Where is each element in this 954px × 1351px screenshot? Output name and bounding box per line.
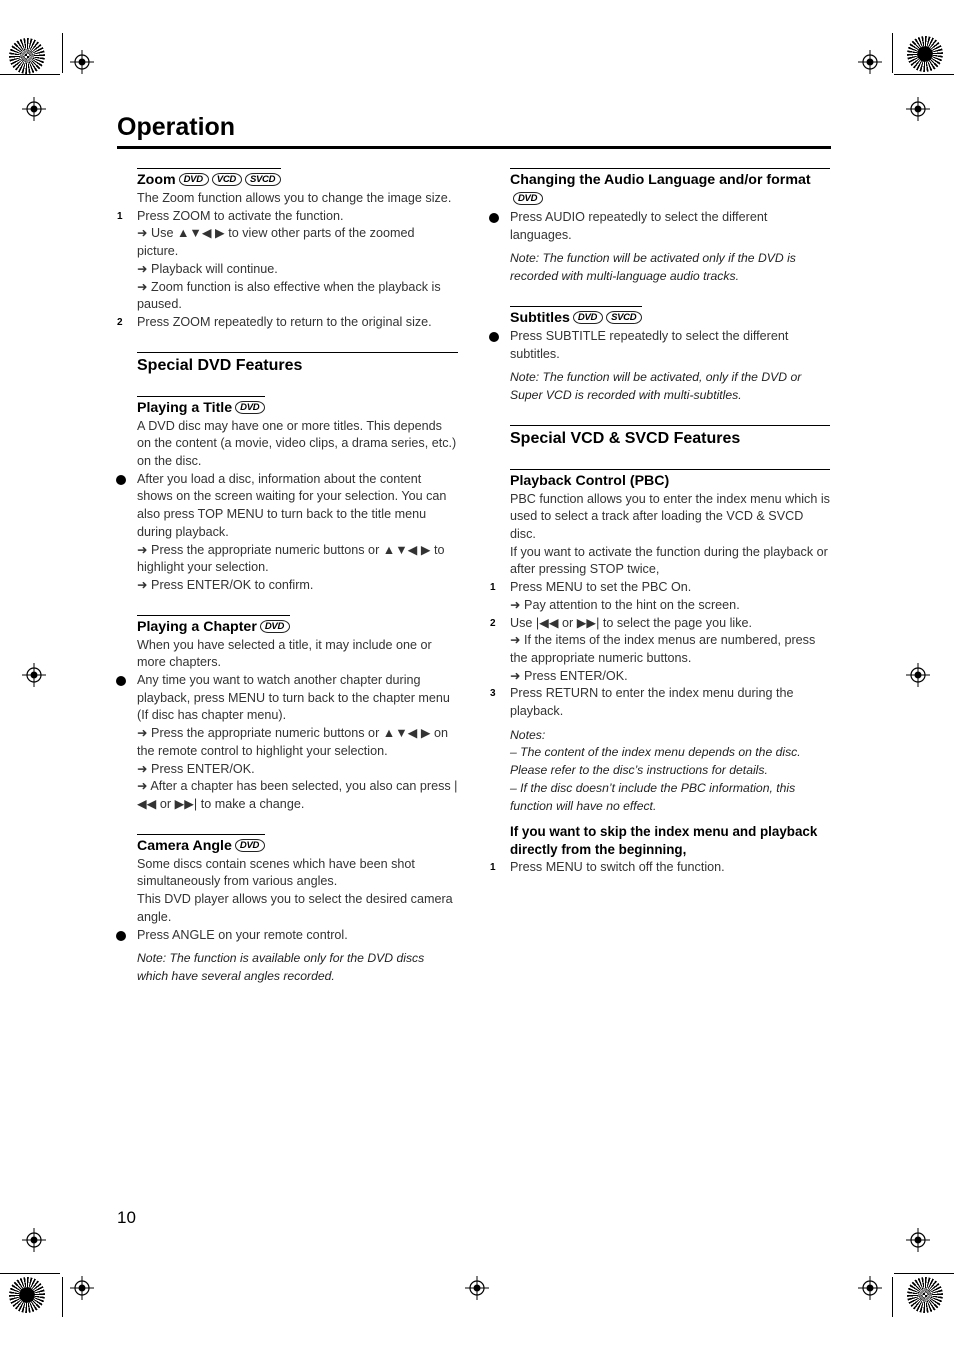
- camera-angle-note: Note: The function is available only for the DVD discs which have several angles recorded.: [137, 951, 425, 983]
- playing-title-heading: [137, 396, 265, 418]
- pbc-skip-heading: If you want to skip the index menu and playback directly from the beginning,: [510, 824, 818, 857]
- registration-mark-icon: [906, 663, 930, 687]
- playing-chapter-heading-text: Playing a Chapter: [137, 618, 257, 635]
- dvd-disc-badge: DVD: [260, 620, 290, 633]
- pbc-step-1-note: ➜ Pay attention to the hint on the screen.: [510, 597, 740, 612]
- step-number: 2: [490, 617, 496, 629]
- step-number: 1: [490, 582, 496, 594]
- subtitles-bullet: [510, 328, 830, 363]
- dvd-disc-badge: DVD: [573, 311, 603, 324]
- zoom-step-1-note-a: ➜ Use ▲▼◀ ▶ to view other parts of the zoomed picture.: [137, 226, 415, 259]
- registration-mark-icon: [70, 1276, 94, 1300]
- playing-chapter-note-a: ➜ Press the appropriate numeric buttons or ▲▼◀ ▶ on the remote control to highlight your selection.: [137, 726, 449, 758]
- page-title: Operation: [117, 113, 236, 141]
- pbc-step-2-note-b: ➜ Press ENTER/OK.: [510, 668, 628, 683]
- fan-mark-icon: [907, 1277, 943, 1313]
- dvd-disc-badge: DVD: [513, 192, 543, 205]
- pbc-step-2-text: Use |◀◀ or ▶▶| to select the page you like.: [510, 615, 752, 630]
- camera-angle-bullet: [137, 927, 458, 945]
- zoom-step-1-note-b: ➜ Playback will continue.: [137, 261, 278, 276]
- left-column: [117, 160, 458, 986]
- audio-bullet-text: Press AUDIO repeatedly to select the different languages.: [510, 210, 768, 242]
- playing-chapter-bullet: [137, 672, 458, 725]
- playing-title-bullet: [137, 471, 458, 542]
- vcd-disc-badge: VCD: [212, 173, 242, 186]
- registration-mark-icon: [465, 1276, 489, 1300]
- svcd-disc-badge: SVCD: [245, 173, 281, 186]
- pbc-note-2: – If the disc doesn’t include the PBC information, this function will have no effect.: [510, 780, 796, 813]
- zoom-heading-text: Zoom: [137, 172, 176, 188]
- pbc-p1: PBC function allows you to enter the index menu which is used to select a track after loading the VCD & SVCD disc.: [510, 491, 830, 542]
- pbc-note-1: – The content of the index menu depends on the disc. Please refer to the disc’s instructions for details.: [510, 745, 801, 778]
- step-number: 1: [117, 210, 123, 222]
- camera-angle-heading-text: Camera Angle: [137, 837, 232, 854]
- zoom-intro: The Zoom function allows you to change the image size.: [137, 191, 452, 205]
- registration-mark-icon: [906, 97, 930, 121]
- playing-title-bullet-text: After you load a disc, information about the content shows on the screen waiting for your selection. You can also press TOP MENU to turn back to the title menu during playback.: [137, 471, 447, 539]
- playing-chapter-bullet-text: Any time you want to watch another chapter during playback, press MENU to turn back to the chapter menu (If disc has chapter menu).: [137, 673, 450, 723]
- audio-bullet: [510, 209, 830, 244]
- camera-angle-heading: [137, 834, 265, 856]
- pbc-p2: If you want to activate the function during the playback or after pressing STOP twice,: [510, 544, 828, 577]
- svcd-disc-badge: SVCD: [606, 311, 642, 324]
- playing-chapter-note-b: ➜ Press ENTER/OK.: [137, 761, 255, 776]
- page-number: 10: [117, 1208, 136, 1227]
- special-vcd-heading: Special VCD & SVCD Features: [510, 425, 830, 449]
- playing-title-intro: A DVD disc may have one or more titles. This depends on the content (a movie, video clips, a drama series, etc.) on the disc.: [137, 418, 457, 469]
- subtitles-heading-text: Subtitles: [510, 309, 570, 326]
- pbc-skip-step: [490, 859, 830, 877]
- bullet-icon: [116, 676, 126, 686]
- step-number: 3: [490, 688, 496, 700]
- subtitles-heading: [510, 306, 642, 328]
- pbc-step-3: [490, 685, 830, 720]
- fan-mark-icon: [9, 38, 45, 74]
- fan-mark-icon: [9, 1277, 45, 1313]
- subtitles-bullet-text: Press SUBTITLE repeatedly to select the different subtitles.: [510, 328, 789, 361]
- audio-note: Note: The function will be activated only if the DVD is recorded with multi-language audio tracks.: [510, 251, 796, 284]
- pbc-skip-step-text: Press MENU to switch off the function.: [510, 859, 725, 874]
- registration-mark-icon: [70, 50, 94, 74]
- playing-chapter-note-c: ➜ After a chapter has been selected, you also can press |◀◀ or ▶▶| to make a change.: [137, 779, 458, 811]
- registration-mark-icon: [858, 50, 882, 74]
- pbc-step-2: [490, 615, 830, 633]
- step-number: 1: [490, 861, 496, 873]
- dvd-disc-badge: DVD: [235, 839, 265, 852]
- camera-angle-p1: Some discs contain scenes which have been shot simultaneously from various angles.: [137, 856, 415, 889]
- registration-mark-icon: [858, 1276, 882, 1300]
- zoom-step-1: [117, 208, 458, 226]
- fan-mark-icon: [907, 36, 943, 72]
- zoom-step-2-text: Press ZOOM repeatedly to return to the original size.: [137, 314, 432, 329]
- dvd-disc-badge: DVD: [179, 173, 209, 186]
- zoom-step-2: [117, 314, 458, 332]
- subtitles-note: Note: The function will be activated, only if the DVD or Super VCD is recorded with multi-subtitles.: [510, 370, 802, 402]
- special-dvd-heading: Special DVD Features: [137, 352, 458, 376]
- bullet-icon: [116, 475, 126, 485]
- registration-mark-icon: [906, 1228, 930, 1252]
- camera-angle-p2: This DVD player allows you to select the desired camera angle.: [137, 892, 453, 924]
- bullet-icon: [116, 931, 126, 941]
- bullet-icon: [489, 332, 499, 342]
- registration-mark-icon: [22, 1228, 46, 1252]
- audio-heading-text: Changing the Audio Language and/or format: [510, 172, 811, 188]
- pbc-heading: Playback Control (PBC): [510, 469, 830, 491]
- right-column: [490, 160, 830, 876]
- playing-title-heading-text: Playing a Title: [137, 399, 233, 416]
- playing-title-note-a: ➜ Press the appropriate numeric buttons or ▲▼◀ ▶ to highlight your selection.: [137, 542, 445, 575]
- step-number: 2: [117, 316, 123, 328]
- playing-title-note-b: ➜ Press ENTER/OK to confirm.: [137, 577, 314, 592]
- camera-angle-bullet-text: Press ANGLE on your remote control.: [137, 927, 348, 942]
- registration-mark-icon: [22, 97, 46, 121]
- playing-chapter-intro: When you have selected a title, it may include one or more chapters.: [137, 637, 432, 670]
- audio-heading: [510, 168, 830, 209]
- pbc-step-3-text: Press RETURN to enter the index menu during the playback.: [510, 686, 794, 719]
- zoom-step-1-note-c: ➜ Zoom function is also effective when the playback is paused.: [137, 279, 441, 312]
- pbc-step-1-text: Press MENU to set the PBC On.: [510, 580, 692, 595]
- bullet-icon: [489, 213, 499, 223]
- registration-mark-icon: [22, 663, 46, 687]
- zoom-heading: [137, 168, 281, 190]
- title-rule: [117, 146, 831, 149]
- dvd-disc-badge: DVD: [235, 401, 265, 414]
- pbc-step-2-note-a: ➜ If the items of the index menus are numbered, press the appropriate numeric buttons.: [510, 633, 816, 665]
- pbc-step-1: [490, 579, 830, 597]
- pbc-notes-label: Notes:: [510, 727, 546, 742]
- playing-chapter-heading: [137, 615, 290, 637]
- zoom-step-1-text: Press ZOOM to activate the function.: [137, 208, 344, 223]
